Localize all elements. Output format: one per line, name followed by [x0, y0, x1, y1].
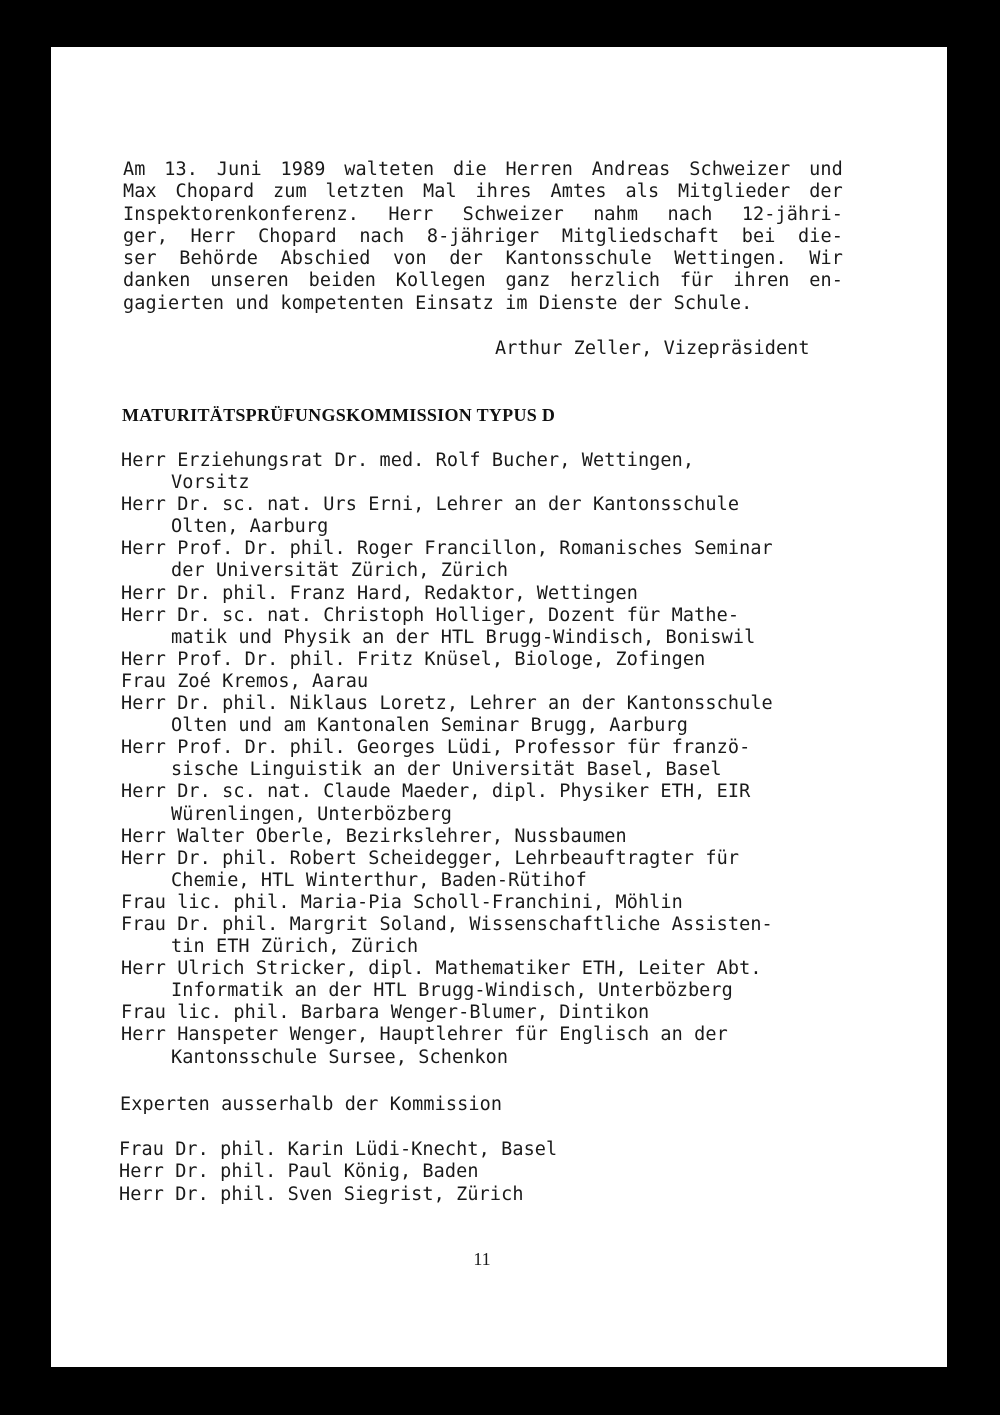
member-entry-continuation: Kantonsschule Sursee, Schenkon	[171, 1046, 509, 1068]
experts-heading: Experten ausserhalb der Kommission	[120, 1094, 503, 1115]
member-entry: Herr Dr. sc. nat. Christoph Holliger, Dozent für Mathe-	[121, 604, 740, 626]
expert-entry: Frau Dr. phil. Karin Lüdi-Knecht, Basel	[119, 1139, 558, 1160]
paragraph-line: ser Behörde Abschied von der Kantonsschule Wettingen. Wir	[123, 248, 843, 270]
expert-entry: Herr Dr. phil. Sven Siegrist, Zürich	[119, 1183, 524, 1205]
member-entry-continuation: der Universität Zürich, Zürich	[171, 560, 509, 582]
member-entry: Herr Dr. phil. Robert Scheidegger, Lehrbeauftragter für	[121, 847, 740, 869]
signature: Arthur Zeller, Vizepräsident	[495, 338, 810, 359]
paragraph-line: gagierten und kompetenten Einsatz im Dienste der Schule.	[123, 292, 753, 314]
member-entry: Frau Dr. phil. Margrit Soland, Wissenschaftliche Assisten-	[121, 913, 773, 935]
member-entry: Herr Dr. phil. Niklaus Loretz, Lehrer an der Kantonsschule	[121, 693, 773, 715]
member-entry-continuation: Chemie, HTL Winterthur, Baden-Rütihof	[171, 869, 587, 891]
member-entry: Frau lic. phil. Barbara Wenger-Blumer, Dintikon	[121, 1002, 650, 1024]
experts-list	[119, 1139, 557, 1206]
member-entry: Herr Prof. Dr. phil. Fritz Knüsel, Biologe, Zofingen	[121, 648, 706, 670]
member-entry: Herr Erziehungsrat Dr. med. Rolf Bucher, Wettingen,	[121, 450, 695, 471]
member-entry: Herr Ulrich Stricker, dipl. Mathematiker ETH, Leiter Abt.	[121, 958, 762, 980]
member-entry-continuation: Informatik an der HTL Brugg-Windisch, Unterbözberg	[171, 980, 733, 1002]
section-heading: MATURITÄTSPRÜFUNGSKOMMISSION TYPUS D	[122, 405, 556, 425]
member-entry-continuation: Vorsitz	[171, 472, 250, 494]
page-number: 11	[473, 1249, 491, 1269]
paragraph-line: Inspektorenkonferenz. Herr Schweizer nahm nach 12-jähri-	[123, 203, 843, 225]
expert-entry: Herr Dr. phil. Paul König, Baden	[119, 1161, 479, 1183]
member-entry: Frau lic. phil. Maria-Pia Scholl-Franchini, Möhlin	[121, 891, 683, 913]
member-entry: Herr Walter Oberle, Bezirkslehrer, Nussbaumen	[121, 825, 627, 847]
member-entry-continuation: tin ETH Zürich, Zürich	[171, 936, 419, 958]
member-entry: Herr Hanspeter Wenger, Hauptlehrer für Englisch an der	[121, 1024, 728, 1046]
member-entry: Herr Dr. phil. Franz Hard, Redaktor, Wettingen	[121, 582, 638, 604]
paragraph-line: Max Chopard zum letzten Mal ihres Amtes als Mitglieder der	[123, 181, 843, 203]
member-entry-continuation: matik und Physik an der HTL Brugg-Windisch, Boniswil	[171, 626, 756, 648]
member-entry-continuation: sische Linguistik an der Universität Basel, Basel	[171, 759, 722, 781]
member-entry: Frau Zoé Kremos, Aarau	[121, 670, 369, 692]
paragraph-line: Am 13. Juni 1989 walteten die Herren Andreas Schweizer und	[123, 159, 843, 180]
member-entry: Herr Dr. sc. nat. Urs Erni, Lehrer an der Kantonsschule	[121, 494, 740, 516]
member-entry-continuation: Würenlingen, Unterbözberg	[171, 803, 452, 825]
member-entry: Herr Prof. Dr. phil. Roger Francillon, Romanisches Seminar	[121, 538, 773, 560]
member-entry-continuation: Olten, Aarburg	[171, 516, 329, 538]
document-page	[51, 47, 947, 1367]
intro-paragraph	[123, 159, 853, 315]
member-entry: Herr Dr. sc. nat. Claude Maeder, dipl. Physiker ETH, EIR	[121, 781, 751, 803]
member-list	[121, 450, 773, 1069]
member-entry: Herr Prof. Dr. phil. Georges Lüdi, Professor für franzö-	[121, 737, 751, 759]
paragraph-line: danken unseren beiden Kollegen ganz herzlich für ihren en-	[123, 270, 843, 292]
paragraph-line: ger, Herr Chopard nach 8-jähriger Mitgliedschaft bei die-	[123, 225, 843, 247]
member-entry-continuation: Olten und am Kantonalen Seminar Brugg, Aarburg	[171, 715, 688, 737]
